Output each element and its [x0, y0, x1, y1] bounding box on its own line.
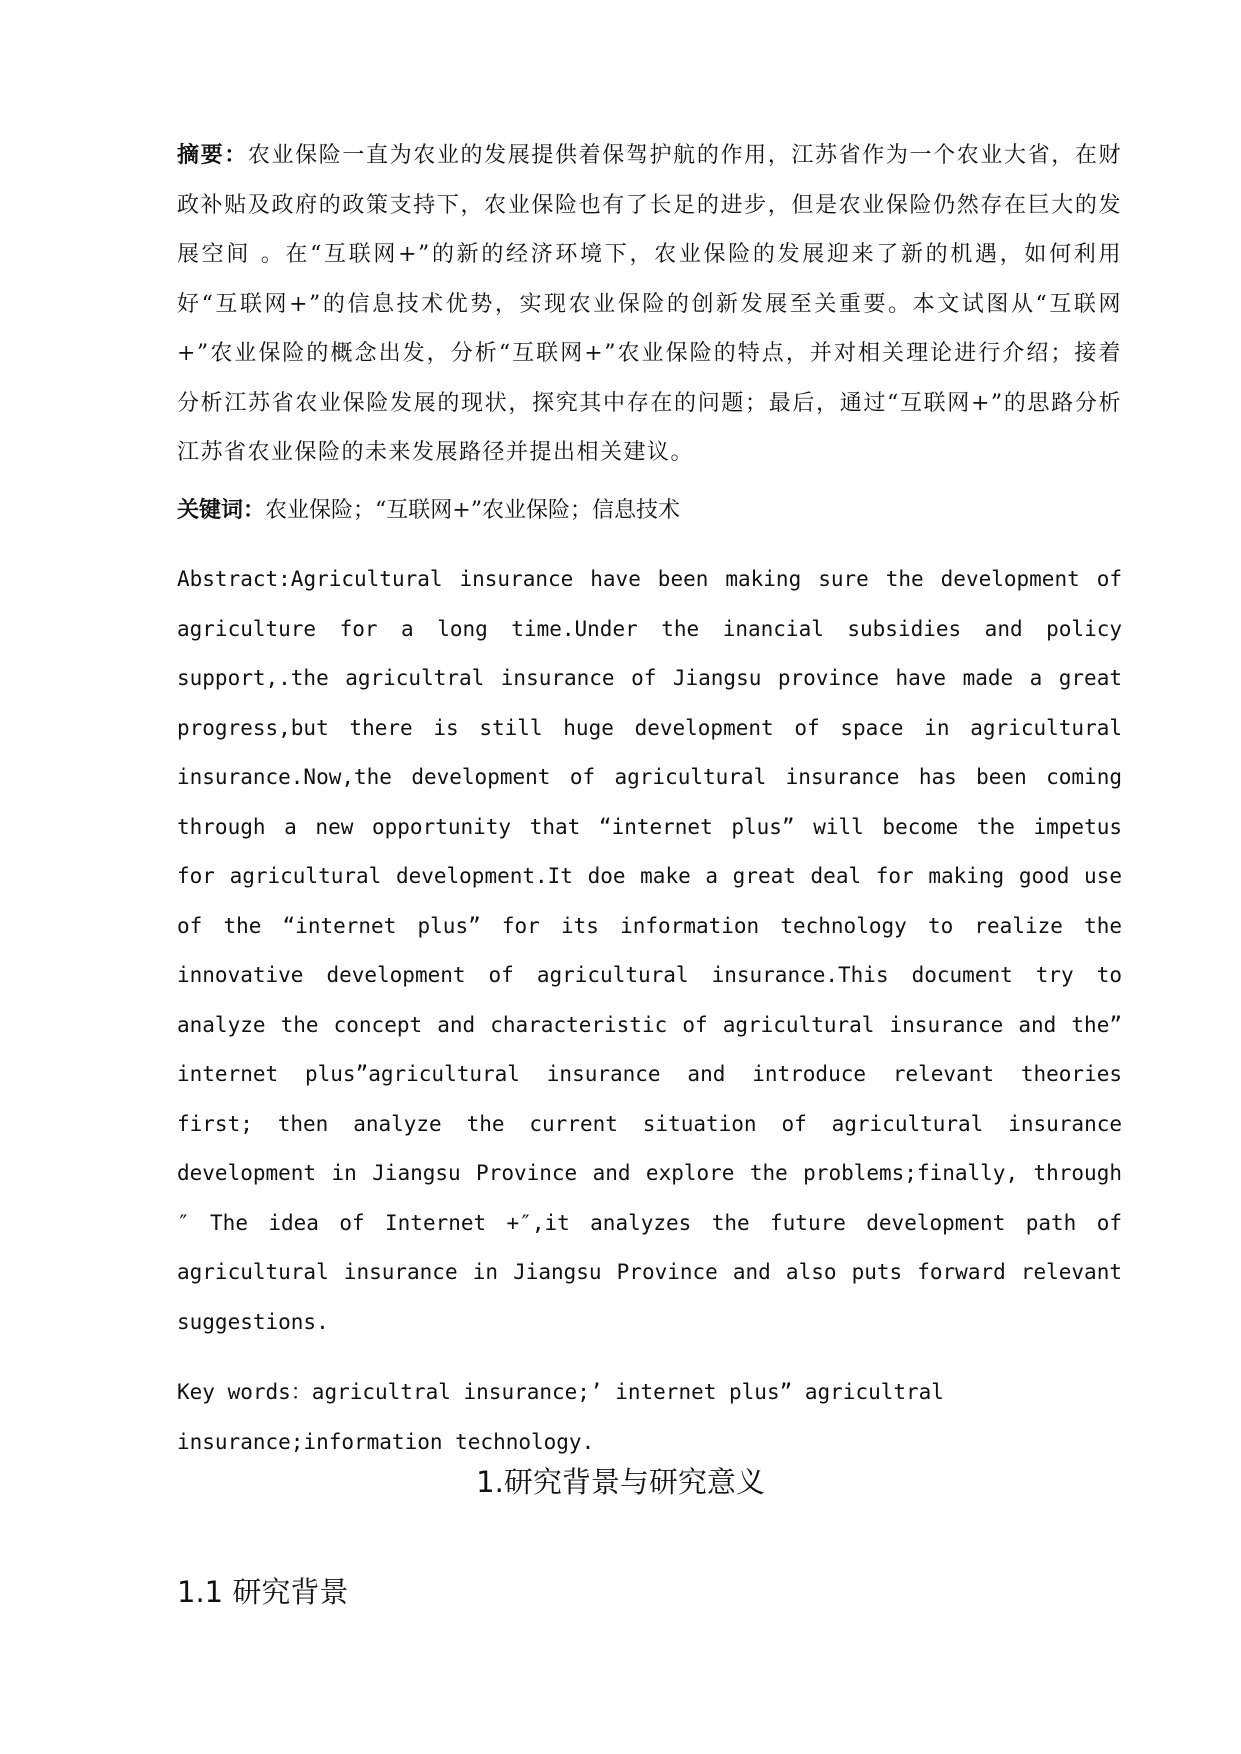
chinese-abstract-text: 农业保险一直为农业的发展提供着保驾护航的作用，江苏省作为一个农业大省，在财政补贴及政府的政策支持下，农业保险也有了长足的进步，但是农业保险仍然存在巨大的发展空间 。在“互联网+”的新的经济环境下，农业保险的发展迎来了新的机遇，如何利用好“互联网+”的信息技术优势，实现农业保险的创新发展至关重要。本文试图从“互联网+”农业保险的概念出发，分析“互联网+”农业保险的特点，并对相关理论进行介绍；接着分析江苏省农业保险发展的现状，探究其中存在的问题；最后，通过“互联网+”的思路分析江苏省农业保险的未来发展路径并提出相关建议。	[177, 143, 1122, 465]
chinese-abstract-label: 摘要：	[177, 143, 248, 168]
document-page	[177, 131, 1122, 1488]
english-abstract	[177, 555, 1122, 1347]
english-keywords-label: Key words：	[177, 1380, 312, 1404]
chinese-keywords-text: 农业保险；“互联网+”农业保险；信息技术	[265, 497, 680, 523]
section-heading: 1.研究背景与研究意义	[476, 1465, 765, 1499]
english-abstract-label: Abstract:	[177, 567, 291, 591]
english-keywords	[177, 1368, 1122, 1467]
english-abstract-text: Agricultural insurance have been making sure the development of agriculture for a long time.Under the inancial subsidies and policy support,.the agricultral insurance of Jiangsu province have made a great progress,but there is still huge development of space in agricultural insurance.Now,the development of agricultural insurance has been coming through a new opportunity that “internet plus” will become the impetus for agricultural development.It doe make a great deal for making good use of the “internet plus” for its information technology to realize the innovative development of agricultural insurance.This document try to analyze the concept and characteristic of agricultural insurance and the” internet plus”agricultural insurance and introduce relevant theories first; then analyze the current situation of agricultural insurance development in Jiangsu Province and explore the problems;finally, through ″ The idea of Internet +″,it analyzes the future development path of agricultural insurance in Jiangsu Province and also puts forward relevant suggestions.	[177, 567, 1122, 1334]
chinese-keywords-label: 关键词：	[177, 497, 266, 523]
english-keywords-text: agricultral insurance;’ internet plus” agricultral insurance;information technology.	[177, 1380, 944, 1454]
chinese-abstract	[177, 131, 1122, 478]
chinese-keywords	[177, 486, 1122, 536]
subsection-heading: 1.1 研究背景	[177, 1575, 349, 1609]
